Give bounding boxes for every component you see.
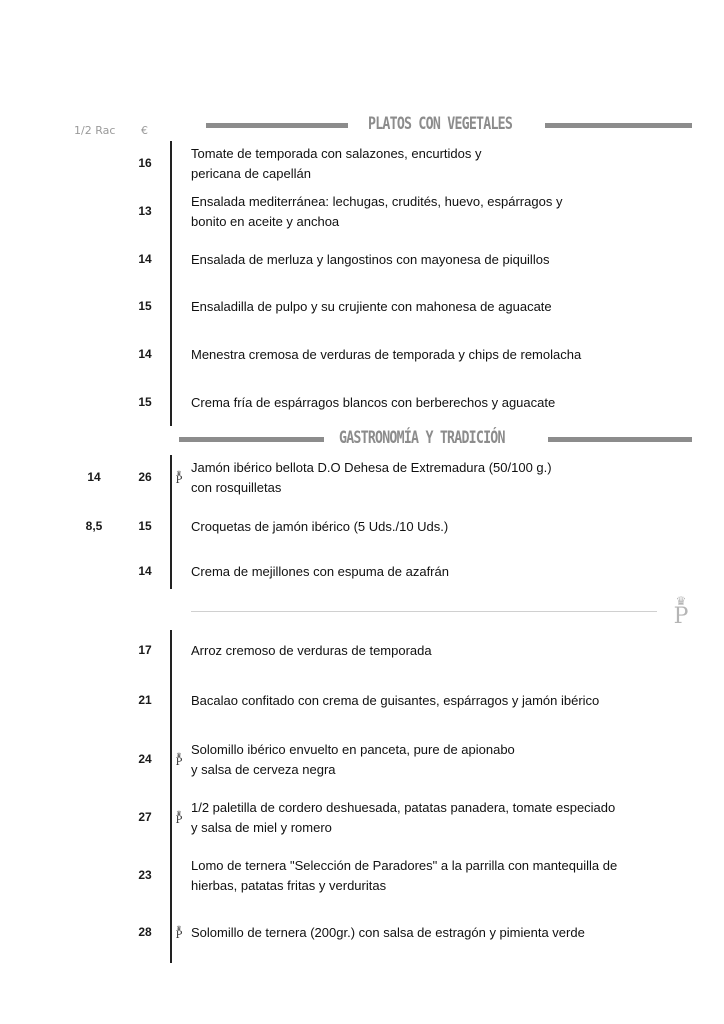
half-portion-header: 1/2 Rac	[74, 124, 116, 137]
description-line: pericana de capellán	[191, 166, 311, 181]
currency-header: €	[141, 124, 148, 137]
item-half-price: 8,5	[85, 519, 103, 533]
description-line: con rosquilletas	[191, 480, 282, 495]
separator-line	[191, 611, 657, 612]
item-price: 14	[138, 564, 152, 578]
description-line: Ensalada de merluza y langostinos con mayonesa de piquillos	[191, 252, 550, 267]
description-line: Menestra cremosa de verduras de temporada y chips de remolacha	[191, 347, 582, 362]
item-description	[191, 562, 449, 582]
item-description	[191, 740, 515, 780]
section-divider-left	[179, 437, 324, 442]
item-half-price: 14	[87, 470, 101, 484]
description-line: hierbas, patatas fritas y verduritas	[191, 878, 387, 893]
item-price: 14	[138, 252, 152, 266]
parador-logo-icon: ♛ P	[673, 594, 689, 629]
item-price: 16	[138, 156, 152, 170]
description-line: Crema fría de espárragos blancos con berberechos y aguacate	[191, 395, 556, 410]
description-line: Ensalada mediterránea: lechugas, crudités, huevo, espárragos y	[191, 194, 563, 209]
item-price: 24	[138, 752, 152, 766]
price-column-rule	[170, 455, 172, 589]
item-description	[191, 641, 432, 661]
item-description	[191, 798, 615, 838]
item-price: 15	[138, 299, 152, 313]
item-description	[191, 856, 617, 896]
item-price: 26	[138, 470, 152, 484]
description-line: Bacalao confitado con crema de guisantes, espárragos y jamón ibérico	[191, 693, 600, 708]
section-divider-left	[206, 123, 348, 128]
price-column-rule	[170, 630, 172, 963]
description-line: Arroz cremoso de verduras de temporada	[191, 643, 432, 658]
price-column-rule	[170, 141, 172, 426]
description-line: Tomate de temporada con salazones, encurtidos y	[191, 146, 482, 161]
item-description	[191, 250, 549, 270]
item-price: 27	[138, 810, 152, 824]
parador-mark-icon: ♛ P	[175, 752, 183, 768]
description-line: Lomo de ternera "Selección de Paradores" a la parrilla con mantequilla de	[191, 858, 618, 873]
description-line: Jamón ibérico bellota D.O Dehesa de Extremadura (50/100 g.)	[191, 460, 552, 475]
parador-mark-icon: ♛ P	[175, 925, 183, 941]
item-price: 13	[138, 204, 152, 218]
item-price: 21	[138, 693, 152, 707]
item-description	[191, 297, 552, 317]
item-description	[191, 144, 482, 184]
description-line: Solomillo ibérico envuelto en panceta, pure de apionabo	[191, 742, 515, 757]
item-description	[191, 923, 585, 943]
item-description	[191, 517, 448, 537]
item-description	[191, 192, 562, 232]
item-price: 15	[138, 395, 152, 409]
description-line: 1/2 paletilla de cordero deshuesada, patatas panadera, tomate especiado	[191, 800, 616, 815]
parador-mark-icon: ♛ P	[175, 470, 183, 486]
item-price: 28	[138, 925, 152, 939]
item-description	[191, 345, 581, 365]
section-divider-right	[545, 123, 692, 128]
item-description	[191, 458, 552, 498]
description-line: y salsa de miel y romero	[191, 820, 332, 835]
description-line: Crema de mejillones con espuma de azafrán	[191, 564, 449, 579]
section-divider-right	[548, 437, 692, 442]
item-price: 14	[138, 347, 152, 361]
description-line: y salsa de cerveza negra	[191, 762, 336, 777]
item-price: 23	[138, 868, 152, 882]
description-line: bonito en aceite y anchoa	[191, 214, 340, 229]
item-price: 15	[138, 519, 152, 533]
parador-mark-icon: ♛ P	[175, 810, 183, 826]
description-line: Ensaladilla de pulpo y su crujiente con mahonesa de aguacate	[191, 299, 552, 314]
description-line: Croquetas de jamón ibérico (5 Uds./10 Uds.)	[191, 519, 449, 534]
item-description	[191, 393, 555, 413]
description-line: Solomillo de ternera (200gr.) con salsa de estragón y pimienta verde	[191, 925, 585, 940]
section-title-gastronomia: GASTRONOMÍA Y TRADICIÓN	[339, 428, 505, 448]
item-price: 17	[138, 643, 152, 657]
section-title-vegetales: PLATOS CON VEGETALES	[368, 114, 513, 134]
item-description	[191, 691, 599, 711]
